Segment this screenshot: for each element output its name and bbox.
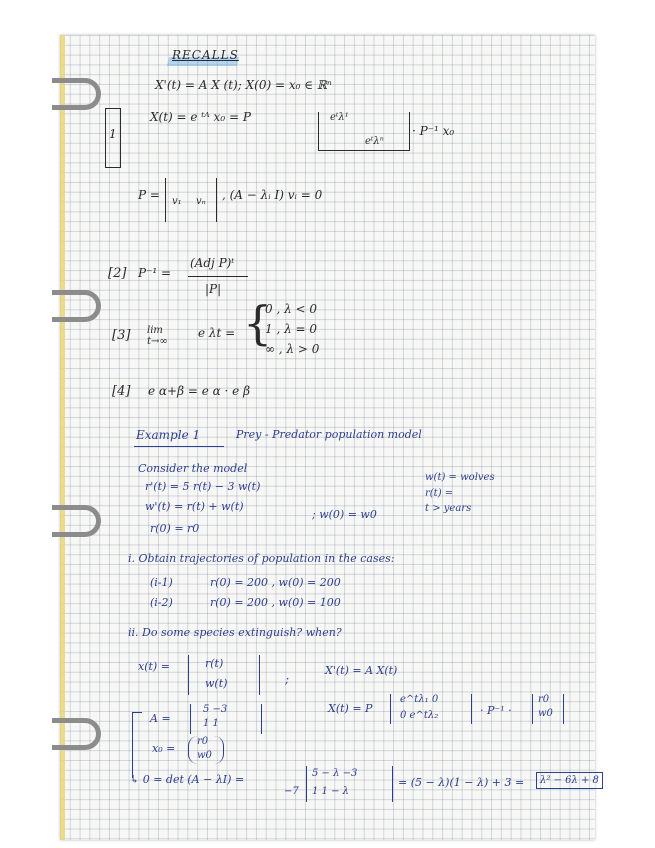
solution-diag-1: e^tλ₁ 0	[400, 694, 439, 705]
a-row-2: 1 1	[203, 718, 219, 729]
initial-w: ; w(0) = w0	[312, 508, 377, 521]
det-bar-left	[306, 766, 307, 802]
x-vec-w: w(t)	[205, 677, 228, 690]
a-row-1: 5 −3	[203, 704, 228, 715]
x0-vec-w: w0	[197, 750, 212, 761]
case1-label: (i-1)	[150, 576, 173, 589]
item1-solution: X(t) = e ᵗᴬ x₀ = P	[150, 110, 251, 124]
p-col-n: vₙ	[196, 196, 206, 207]
item3-expression: e λt =	[198, 326, 236, 340]
item2-denominator: |P|	[205, 282, 222, 296]
solution-bracket	[132, 712, 133, 778]
linear-system: X'(t) = A X(t)	[325, 664, 398, 677]
x-separator: ;	[285, 672, 290, 686]
binder-ring-2	[52, 290, 101, 322]
p-definition: P =	[138, 188, 160, 202]
item3-case-1: 0 , λ < 0	[265, 302, 318, 316]
solution-lhs: X(t) = P	[328, 702, 373, 715]
page-title: RECALLS	[172, 48, 239, 62]
example-heading: Example 1	[136, 428, 201, 442]
case1-values: r(0) = 200 , w(0) = 200	[210, 576, 341, 589]
det-expansion: = (5 − λ)(1 − λ) + 3 =	[398, 776, 525, 789]
item3-case-3: ∞ , λ > 0	[265, 342, 320, 356]
solution-diag-2: 0 e^tλ₂	[400, 710, 439, 721]
item4-label: [4]	[112, 384, 131, 399]
x-vec-r: r(t)	[205, 657, 224, 670]
det-row-2: 1 1 − λ	[312, 786, 349, 797]
item3-case-2: 1 , λ = 0	[265, 322, 318, 336]
item3-brace: {	[243, 296, 273, 350]
example-underline	[134, 446, 224, 447]
item1-number: 1	[109, 127, 117, 141]
item2-numerator: (Adj P)ᵗ	[190, 256, 235, 270]
det-bar-right	[392, 766, 393, 802]
item2-label: [2]	[108, 266, 127, 281]
solution-bracket-top	[132, 712, 142, 713]
item1-tail: · P⁻¹ x₀	[412, 124, 455, 138]
case2-label: (i-2)	[150, 596, 173, 609]
binder-ring-1	[52, 78, 101, 110]
p-col-1: v₁	[172, 196, 182, 207]
solution-tail: · P⁻¹ ·	[480, 704, 512, 717]
item2-lhs: P⁻¹ =	[138, 266, 172, 280]
binder-ring-3	[52, 505, 101, 537]
item1-box	[105, 108, 121, 168]
a-definition: A =	[150, 712, 171, 725]
model-eq-w: w'(t) = r(t) + w(t)	[145, 500, 244, 513]
item3-limit: lim t→∞	[147, 325, 168, 347]
x0-vec-r: r0	[197, 736, 209, 747]
item4-expression: e α+β = e α · e β	[148, 384, 251, 398]
part-i: i. Obtain trajectories of population in the cases:	[128, 552, 395, 565]
solution-vec-w: w0	[538, 708, 553, 719]
x0-definition: x₀ =	[152, 742, 176, 755]
case2-values: r(0) = 200 , w(0) = 100	[210, 596, 341, 609]
det-row-1: 5 − λ −3	[312, 768, 358, 779]
x-definition: x(t) =	[138, 660, 170, 673]
legend-time: t > years	[425, 503, 472, 514]
item1-diag-bottom: eᵗλⁿ	[365, 136, 384, 147]
item1-diag-top: eᵗλ¹	[330, 112, 349, 123]
consider-text: Consider the model	[138, 462, 248, 475]
det-lhs: ↳ 0 = det (A − λI) =	[130, 773, 245, 786]
example-subtitle: Prey - Predator population model	[236, 428, 422, 441]
solution-vec-r: r0	[538, 694, 550, 705]
initial-r: r(0) = r0	[150, 522, 200, 535]
legend-rabbits: r(t) =	[425, 488, 454, 499]
item3-label: [3]	[112, 328, 131, 343]
model-eq-r: r'(t) = 5 r(t) − 3 w(t)	[145, 480, 261, 493]
recall-ode: X'(t) = A X (t); X(0) = x₀ ∈ ℝⁿ	[155, 78, 332, 92]
det-result-box: λ² − 6λ + 8	[536, 772, 603, 789]
eigen-equation: , (A − λᵢ I) vᵢ = 0	[222, 188, 323, 202]
item2-fraction-bar	[188, 276, 248, 277]
det-margin-value: −7	[284, 786, 299, 797]
binder-ring-4	[52, 718, 101, 750]
legend-wolves: w(t) = wolves	[425, 472, 495, 483]
part-ii: ii. Do some species extinguish? when?	[128, 626, 342, 639]
